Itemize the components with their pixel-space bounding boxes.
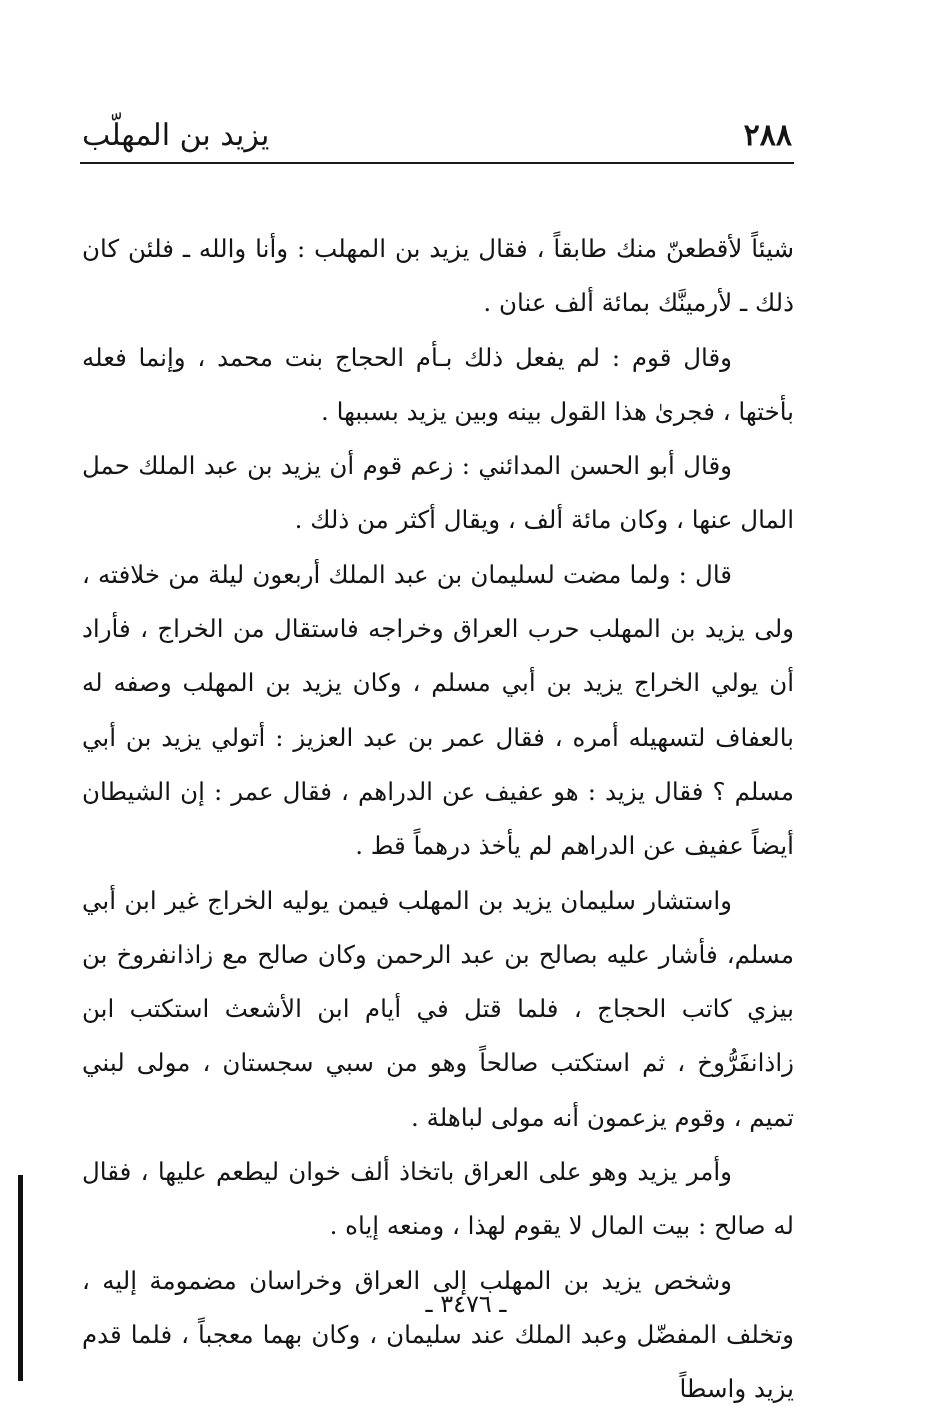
paragraph: واستشار سليمان يزيد بن المهلب فيمن يوليه الخراج غير ابن أبي مسلم، فأشار عليه بصالح بن عبد الرحمن وكان صالح مع زاذانفروخ بن بيزي كاتب الحجاج ، فلما قتل في أيام ابن الأشعث استكتب ابن زاذانفَرُّوخ ، ثم استكتب صالحاً وهو من سبي سجستان ، مولى لبني تميم ، وقوم يزعمون أنه مولى لباهلة .: [82, 885, 794, 1132]
paragraph: وقال قوم : لم يفعل ذلك بـأم الحجاج بنت محمد ، وإنما فعله بأختها ، فجرىٰ هذا القول بينه وبين يزيد بسببها .: [82, 342, 794, 426]
running-title: يزيد بن المهلّب: [82, 118, 270, 153]
paragraph: وأمر يزيد وهو على العراق باتخاذ ألف خوان ليطعم عليها ، فقال له صالح : بيت المال لا يقوم لهذا ، ومنعه إياه .: [82, 1157, 794, 1241]
paragraph: قال : ولما مضت لسليمان بن عبد الملك أربعون ليلة من خلافته ، ولى يزيد بن المهلب حرب العراق وخراجه فاستقال من الخراج ، فأراد أن يولي الخراج يزيد بن أبي مسلم ، وكان يزيد بن المهلب وصفه له بالعفاف لتسهيله أمره ، فقال عمر بن عبد العزيز : أتولي يزيد بن أبي مسلم ؟ فقال يزيد : هو عفيف عن الدراهم ، فقال عمر : إن الشيطان أيضاً عفيف عن الدراهم لم يأخذ درهماً قط .: [82, 559, 794, 861]
paragraph: وشخص يزيد بن المهلب إلى العراق وخراسان مضمومة إليه ، وتخلف المفضّل وعبد الملك عند سليمان ، وكان بهما معجباً ، فلما قدم يزيد واسطاً: [82, 1265, 794, 1404]
body-text: [82, 222, 794, 1417]
paragraph: شيئاً لأقطعنّ منك طابقاً ، فقال يزيد بن المهلب : وأنا والله ـ فلئن كان ذلك ـ لأرمينَّك بمائة ألف عنان .: [82, 234, 794, 318]
footer-page-marker: ـ ٣٤٧٦ ـ: [425, 1290, 507, 1318]
paragraph: وقال أبو الحسن المدائني : زعم قوم أن يزيد بن عبد الملك حمل المال عنها ، وكان مائة ألف ، ويقال أكثر من ذلك .: [82, 451, 794, 535]
page-header: [80, 112, 794, 164]
scan-edge-shadow: [18, 1175, 23, 1381]
page-number: ٢٨٨: [743, 118, 792, 153]
